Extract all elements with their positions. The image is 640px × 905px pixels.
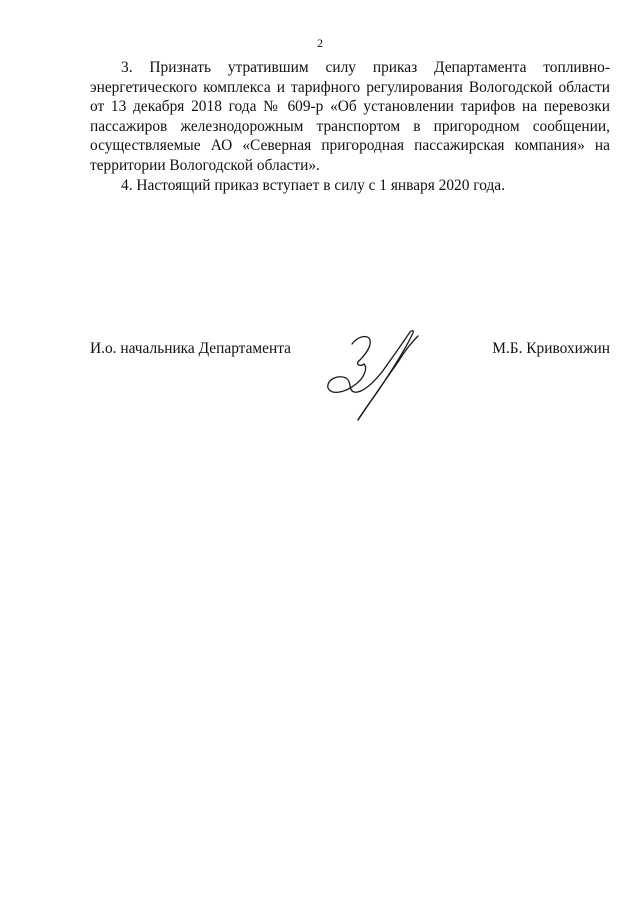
page-number: 2 bbox=[317, 36, 323, 50]
signatory-name: М.Б. Кривохижин bbox=[492, 340, 610, 357]
signatory-position: И.о. начальника Департамента bbox=[90, 340, 291, 357]
document-body bbox=[90, 58, 610, 195]
paragraph-4: 4. Настоящий приказ вступает в силу с 1 января 2020 года. bbox=[121, 176, 505, 194]
handwritten-signature bbox=[318, 322, 426, 426]
paragraph-3: 3. Признать утратившим силу приказ Департамента топливно-энергетического комплекса и тарифного регулирования Вологодской области от 13 декабря 2018 года № 609-р «Об установлении тарифов на перевозки пассажиров железнодорожным транспортом в пригородном сообщении, осуществляемые АО «Северная пригородная пассажирская компания» на территории Вологодской области». bbox=[90, 59, 610, 174]
